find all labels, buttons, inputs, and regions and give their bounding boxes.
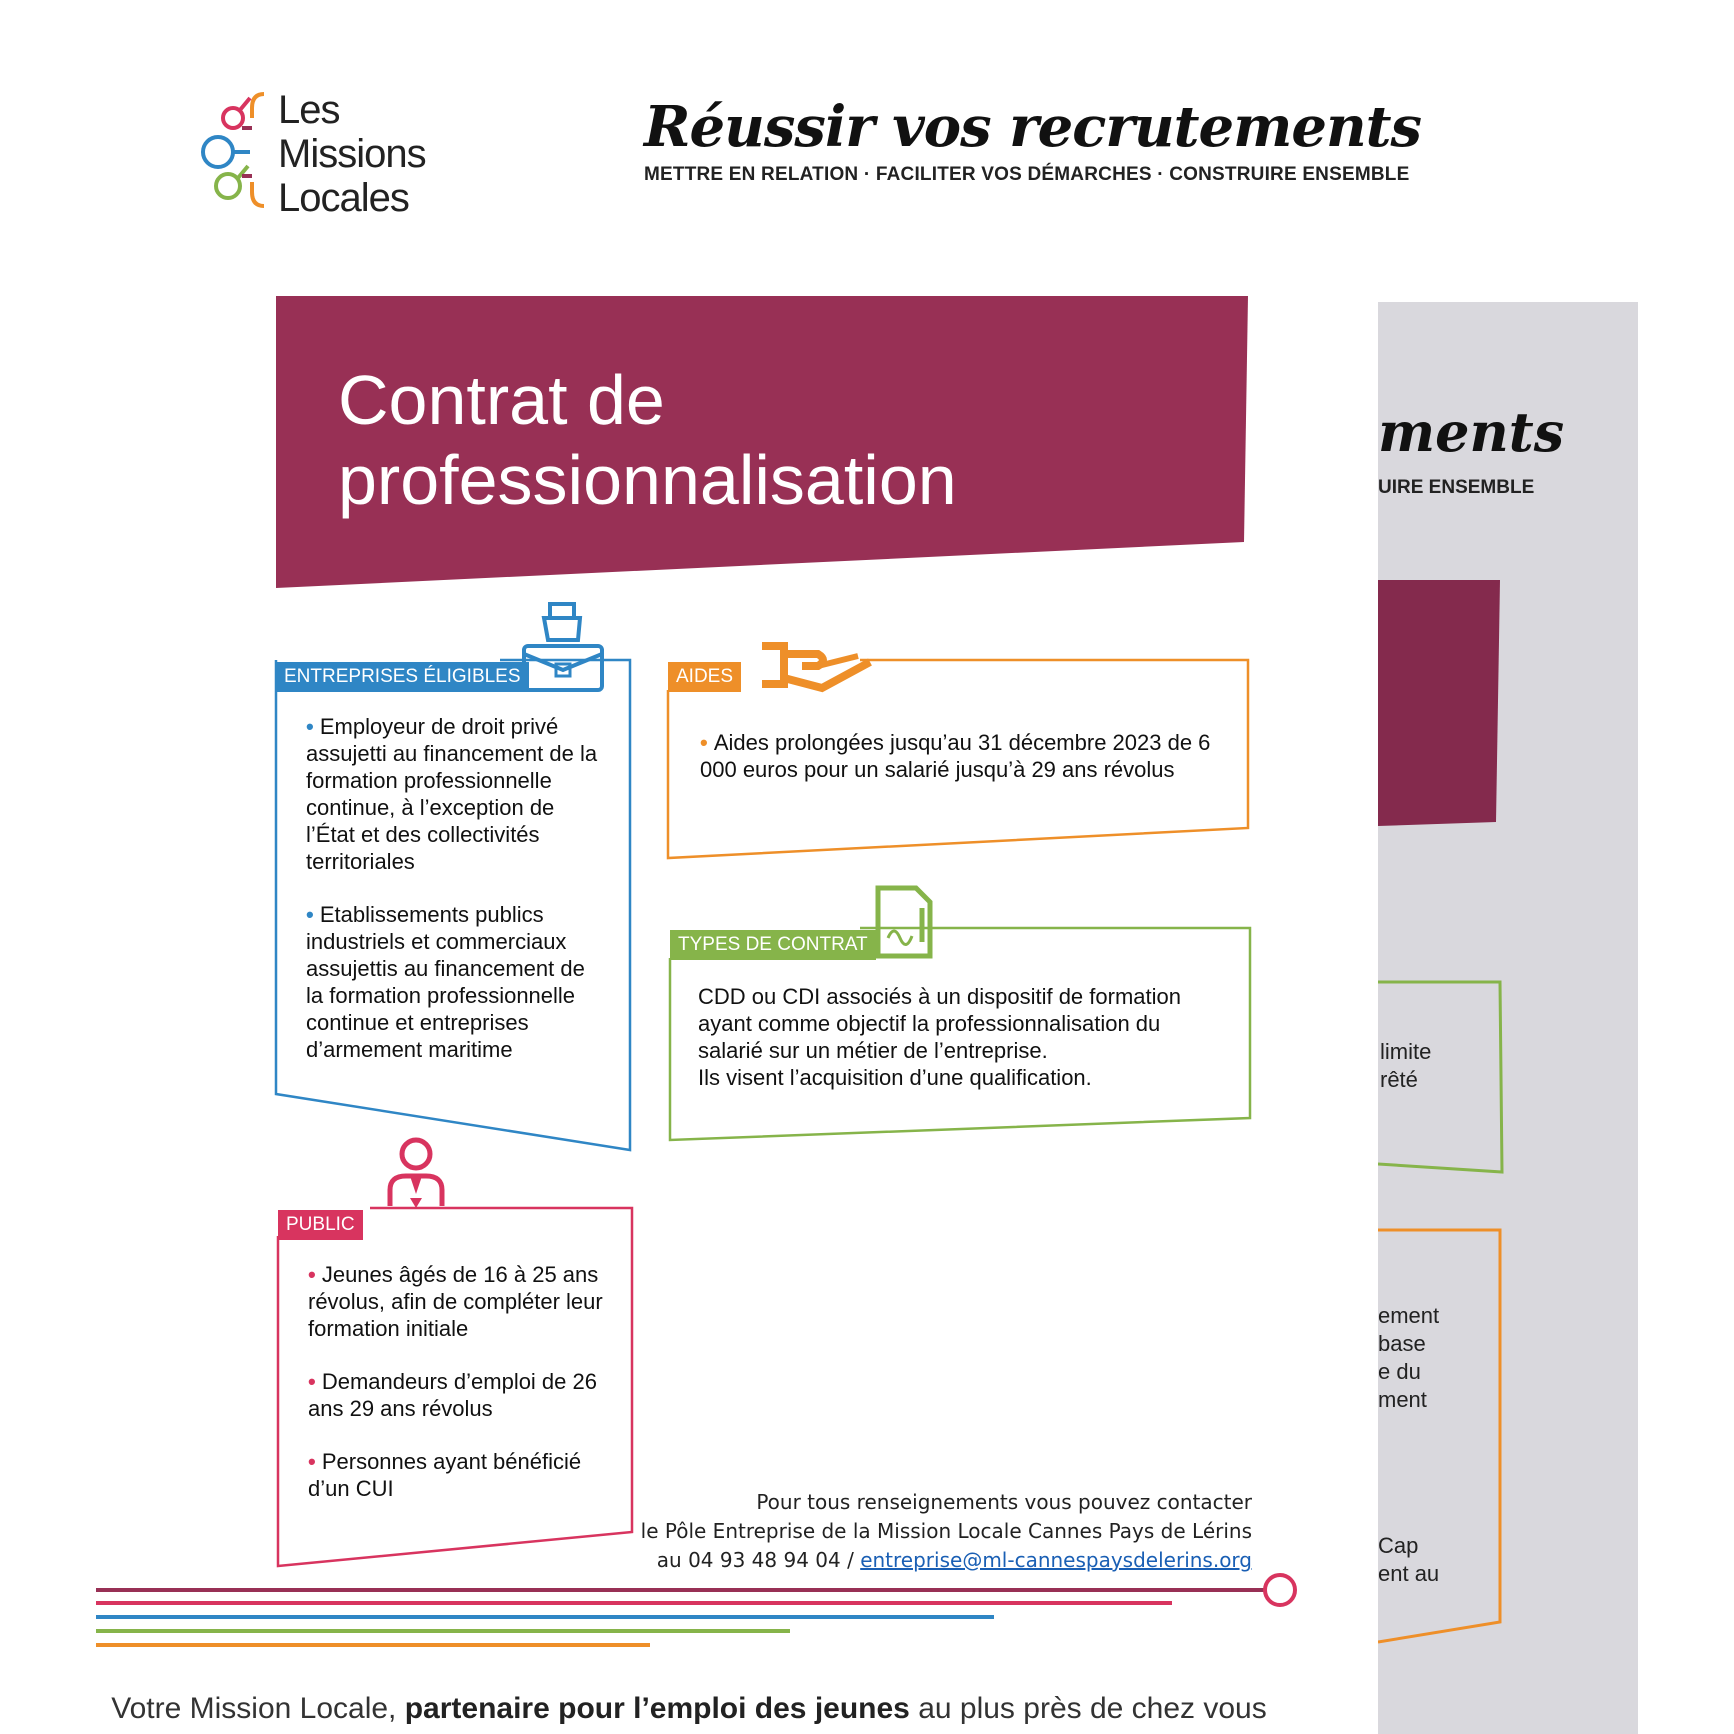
header-subtitle: METTRE EN RELATION · FACILITER VOS DÉMARCHES · CONSTRUIRE ENSEMBLE (644, 164, 1410, 185)
back-orange-text-b: Cap ent au (1378, 1533, 1440, 1586)
list-item: • Personnes ayant bénéficié d’un CUI (308, 1449, 582, 1501)
list-item: • Demandeurs d’emploi de 26 ans 29 ans révolus (308, 1369, 597, 1421)
header-title: Réussir vos recrutements (644, 94, 1422, 160)
logo-wordmark: Les Missions Locales (278, 88, 426, 220)
contract-document-icon (874, 884, 936, 960)
back-green-text: limite rêté (1380, 1039, 1432, 1092)
back-subtitle-fragment: UIRE ENSEMBLE (1378, 477, 1535, 498)
background-page (1378, 302, 1638, 1734)
briefcase-hand-icon (522, 600, 606, 694)
tag-aides: AIDES (668, 662, 741, 692)
helping-hand-icon (758, 640, 876, 696)
entreprises-list (306, 713, 608, 1089)
back-orange-text-a: ement base e du ment (1378, 1303, 1440, 1412)
back-title-fragment: ments (1378, 400, 1565, 464)
list-item: • Aides prolongées jusqu’au 31 décembre 2023 de 6 000 euros pour un salarié jusqu’à 29 ans révolus (700, 730, 1211, 782)
aides-list (700, 729, 1220, 809)
back-page-shapes (1378, 302, 1638, 1734)
email-link[interactable]: entreprise@ml-cannespaysdelerins.org (860, 1548, 1252, 1572)
footer-tagline: Votre Mission Locale, partenaire pour l’emploi des jeunes au plus près de chez vous (111, 1692, 1267, 1725)
public-list (308, 1261, 608, 1528)
list-item: • Employeur de droit privé assujetti au financement de la formation professionnelle continue, à l’exception de l’État et des collectivités territoriales (306, 714, 598, 874)
decorative-lines (0, 1560, 1378, 1660)
list-item: • Etablissements publics industriels et commerciaux assujettis au financement de la formation professionnelle continue et entreprises d’armement maritime (306, 902, 585, 1062)
tag-types-de-contrat: TYPES DE CONTRAT (670, 930, 876, 960)
tag-entreprises-eligibles: ENTREPRISES ÉLIGIBLES (276, 662, 529, 692)
banner-title: Contrat de professionnalisation (338, 361, 957, 519)
contact-block: Pour tous renseignements vous pouvez contacter le Pôle Entreprise de la Mission Locale Cannes Pays de Lérins au 04 93 48 94 04 / entreprise@ml-cannespaysdelerins.org (640, 1490, 1252, 1572)
tag-public: PUBLIC (278, 1210, 363, 1240)
types-text: CDD ou CDI associés à un dispositif de formation ayant comme objectif la professionnalisation du salarié sur un métier de l’entreprise. Ils visent l’acquisition d’une qualification. (698, 984, 1181, 1090)
person-icon (384, 1136, 448, 1216)
list-item: • Jeunes âgés de 16 à 25 ans révolus, afin de compléter leur formation initiale (308, 1262, 603, 1341)
